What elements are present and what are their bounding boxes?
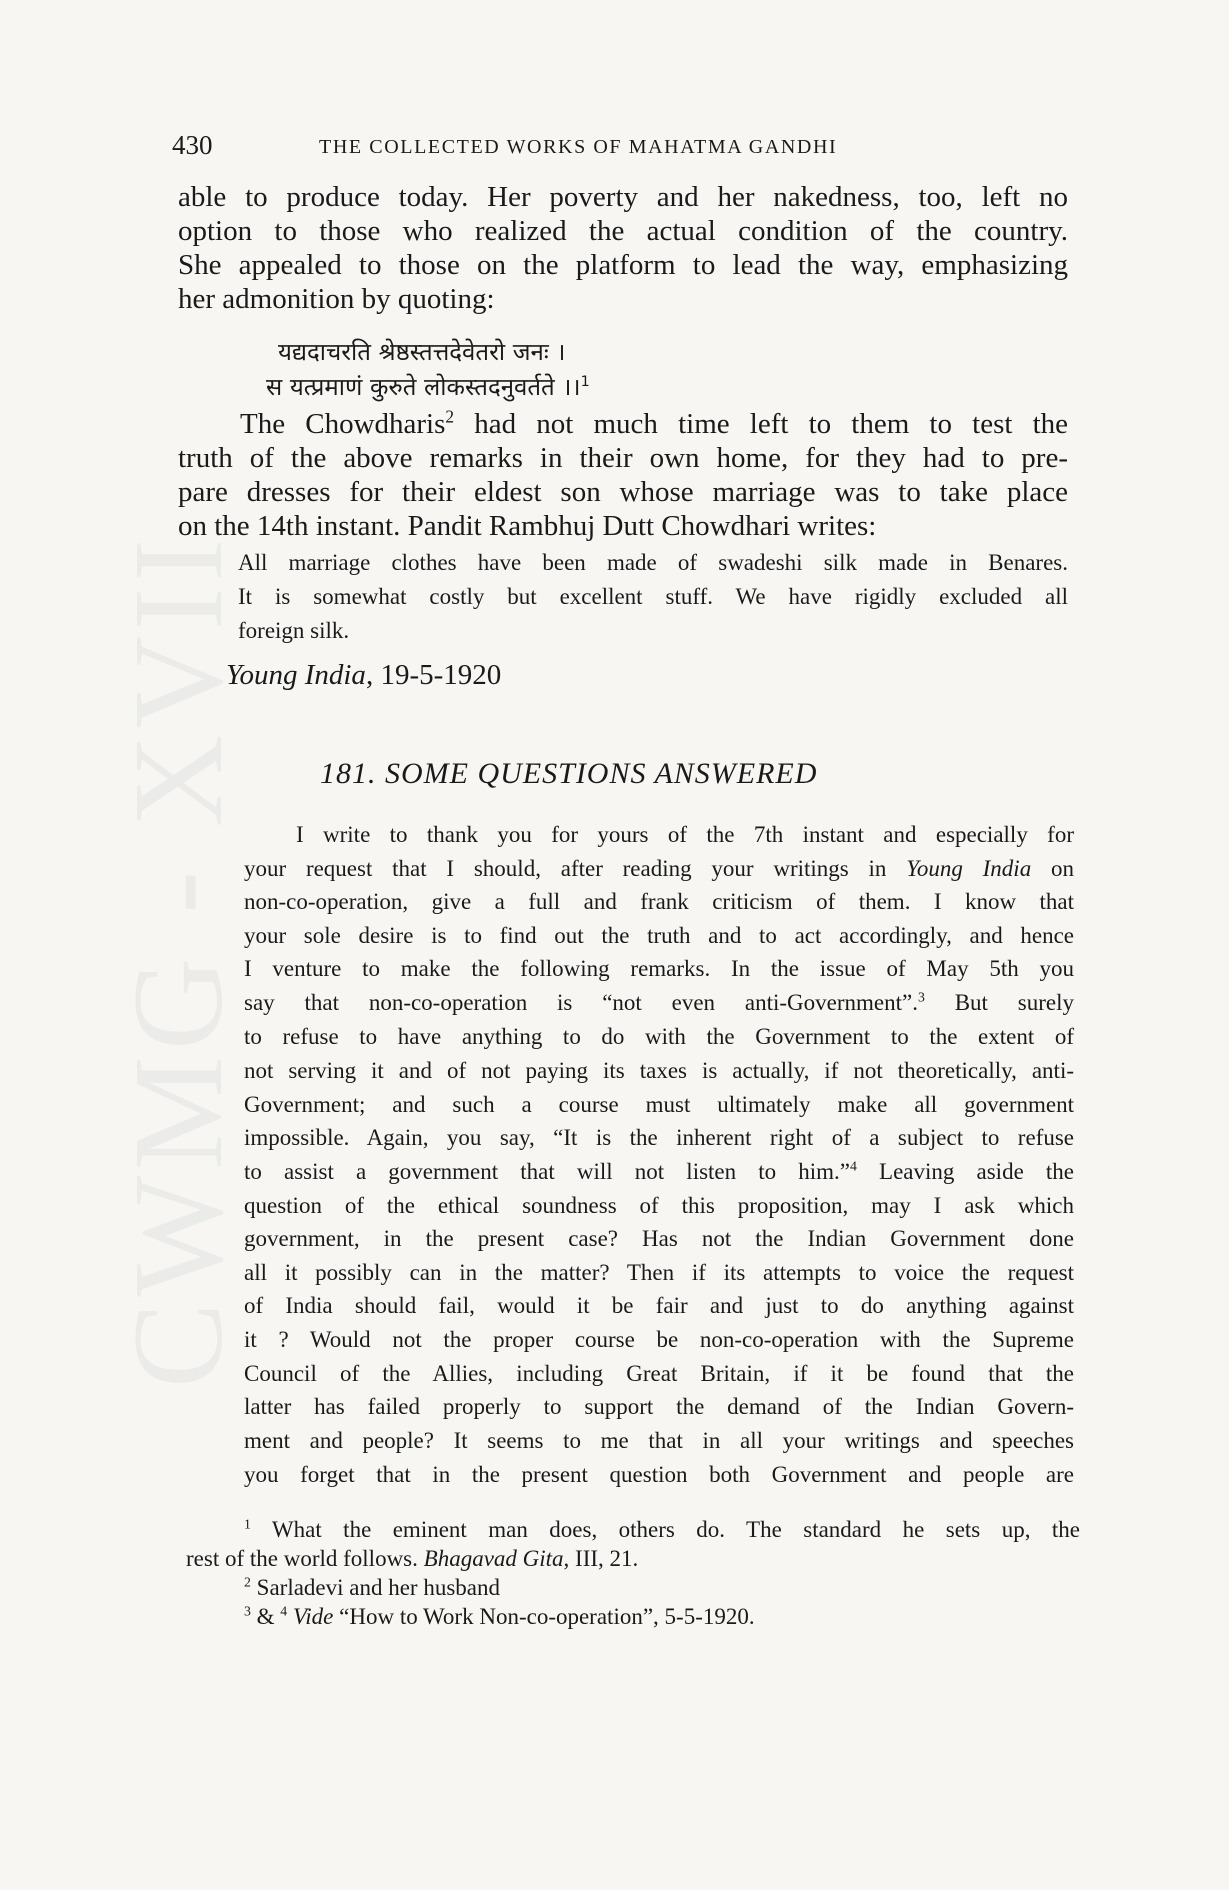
letter-line-6: say that non-co-operation is “not even anti-Government”.$^3$ But surely xyxy=(244,989,1074,1015)
letter-line-18: latter has failed properly to support the demand of the Indian Govern- xyxy=(244,1394,1074,1419)
quote-line-1: All marriage clothes have been made of swadeshi silk made in Benares. xyxy=(238,550,1068,575)
letter-line-1: I write to thank you for yours of the 7th instant and especially for xyxy=(296,822,1074,847)
para2-line-1: The Chowdharis$^2$ had not much time left to them to test the xyxy=(240,406,1069,440)
letter-line-8: not serving it and of not paying its taxes is actually, if not theoretically, anti- xyxy=(244,1058,1074,1083)
footnote-1-line-2: rest of the world follows. Bhagavad Gita, III, 21. xyxy=(186,1546,639,1571)
letter-line-15: of India should fail, would it be fair and just to do anything against xyxy=(244,1293,1074,1318)
intro-line-4: her admonition by quoting: xyxy=(178,283,495,315)
letter-line-3: non-co-operation, give a full and frank criticism of them. I know that xyxy=(244,889,1074,914)
section-title: 181. SOME QUESTIONS ANSWERED xyxy=(320,757,818,790)
letter-line-9: Government; and such a course must ultimately make all government xyxy=(244,1092,1074,1117)
footnote-ref-1: 1 xyxy=(580,374,590,390)
page-number: 430 xyxy=(172,130,213,160)
letter-line-11: to assist a government that will not listen to him.”$^4$ Leaving aside the xyxy=(244,1158,1074,1184)
letter-line-4: your sole desire is to find out the truth and to act accordingly, and hence xyxy=(244,923,1074,948)
intro-line-1: able to produce today. Her poverty and her nakedness, too, left no xyxy=(178,181,1068,213)
source-publication: Young India xyxy=(226,659,366,691)
para2-line-4: on the 14th instant. Pandit Rambhuj Dutt Chowdhari writes: xyxy=(178,510,877,542)
sanskrit-verse-line-2: स यत्प्रमाणं कुरुते लोकस्तदनुवर्तते ।।$^1$ xyxy=(266,373,590,401)
letter-line-2: your request that I should, after reading your writings in Young India on xyxy=(244,856,1074,881)
footnote-2: $^2$ Sarladevi and her husband xyxy=(244,1574,500,1600)
quote-line-2: It is somewhat costly but excellent stuff. We have rigidly excluded all xyxy=(238,584,1068,609)
footnote-ref-4: 4 xyxy=(850,1158,857,1174)
letter-line-19: ment and people? It seems to me that in all your writings and speeches xyxy=(244,1428,1074,1453)
source-citation xyxy=(226,659,501,692)
footnote-3-4: $^3$ & $^4$ Vide “How to Work Non-co-operation”, 5-5-1920. xyxy=(244,1603,755,1629)
letter-line-7: to refuse to have anything to do with the Government to the extent of xyxy=(244,1024,1074,1049)
running-title: THE COLLECTED WORKS OF MAHATMA GANDHI xyxy=(319,136,838,158)
letter-line-17: Council of the Allies, including Great Britain, if it be found that the xyxy=(244,1361,1074,1386)
para2-line-3: pare dresses for their eldest son whose marriage was to take place xyxy=(178,476,1068,508)
intro-line-3: She appealed to those on the platform to lead the way, emphasizing xyxy=(178,249,1068,281)
footnote-ref-3: 3 xyxy=(917,989,925,1005)
letter-line-14: all it possibly can in the matter? Then if its attempts to voice the request xyxy=(244,1260,1074,1285)
letter-line-10: impossible. Again, you say, “It is the inherent right of a subject to refuse xyxy=(244,1125,1074,1150)
letter-line-12: question of the ethical soundness of this proposition, may I ask which xyxy=(244,1193,1074,1218)
footnote-ref-2: 2 xyxy=(445,406,455,427)
intro-line-2: option to those who realized the actual condition of the country. xyxy=(178,215,1068,247)
quote-line-3: foreign silk. xyxy=(238,618,350,643)
letter-line-20: you forget that in the present question both Government and people are xyxy=(244,1462,1074,1487)
footnote-1-line-1: $^1$ What the eminent man does, others do. The standard he sets up, the xyxy=(244,1516,1080,1542)
watermark: CWMG - XVII xyxy=(107,532,249,1388)
para2-line-2: truth of the above remarks in their own home, for they had to pre- xyxy=(178,442,1068,474)
sanskrit-verse-line-1: यद्यदाचरति श्रेष्ठस्तत्तदेवेतरो जनः । xyxy=(278,338,566,366)
source-date: , 19-5-1920 xyxy=(365,659,502,691)
letter-line-16: it ? Would not the proper course be non-co-operation with the Supreme xyxy=(244,1327,1074,1352)
letter-line-5: I venture to make the following remarks. In the issue of May 5th you xyxy=(244,956,1074,981)
letter-line-13: government, in the present case? Has not the Indian Government done xyxy=(244,1226,1074,1251)
